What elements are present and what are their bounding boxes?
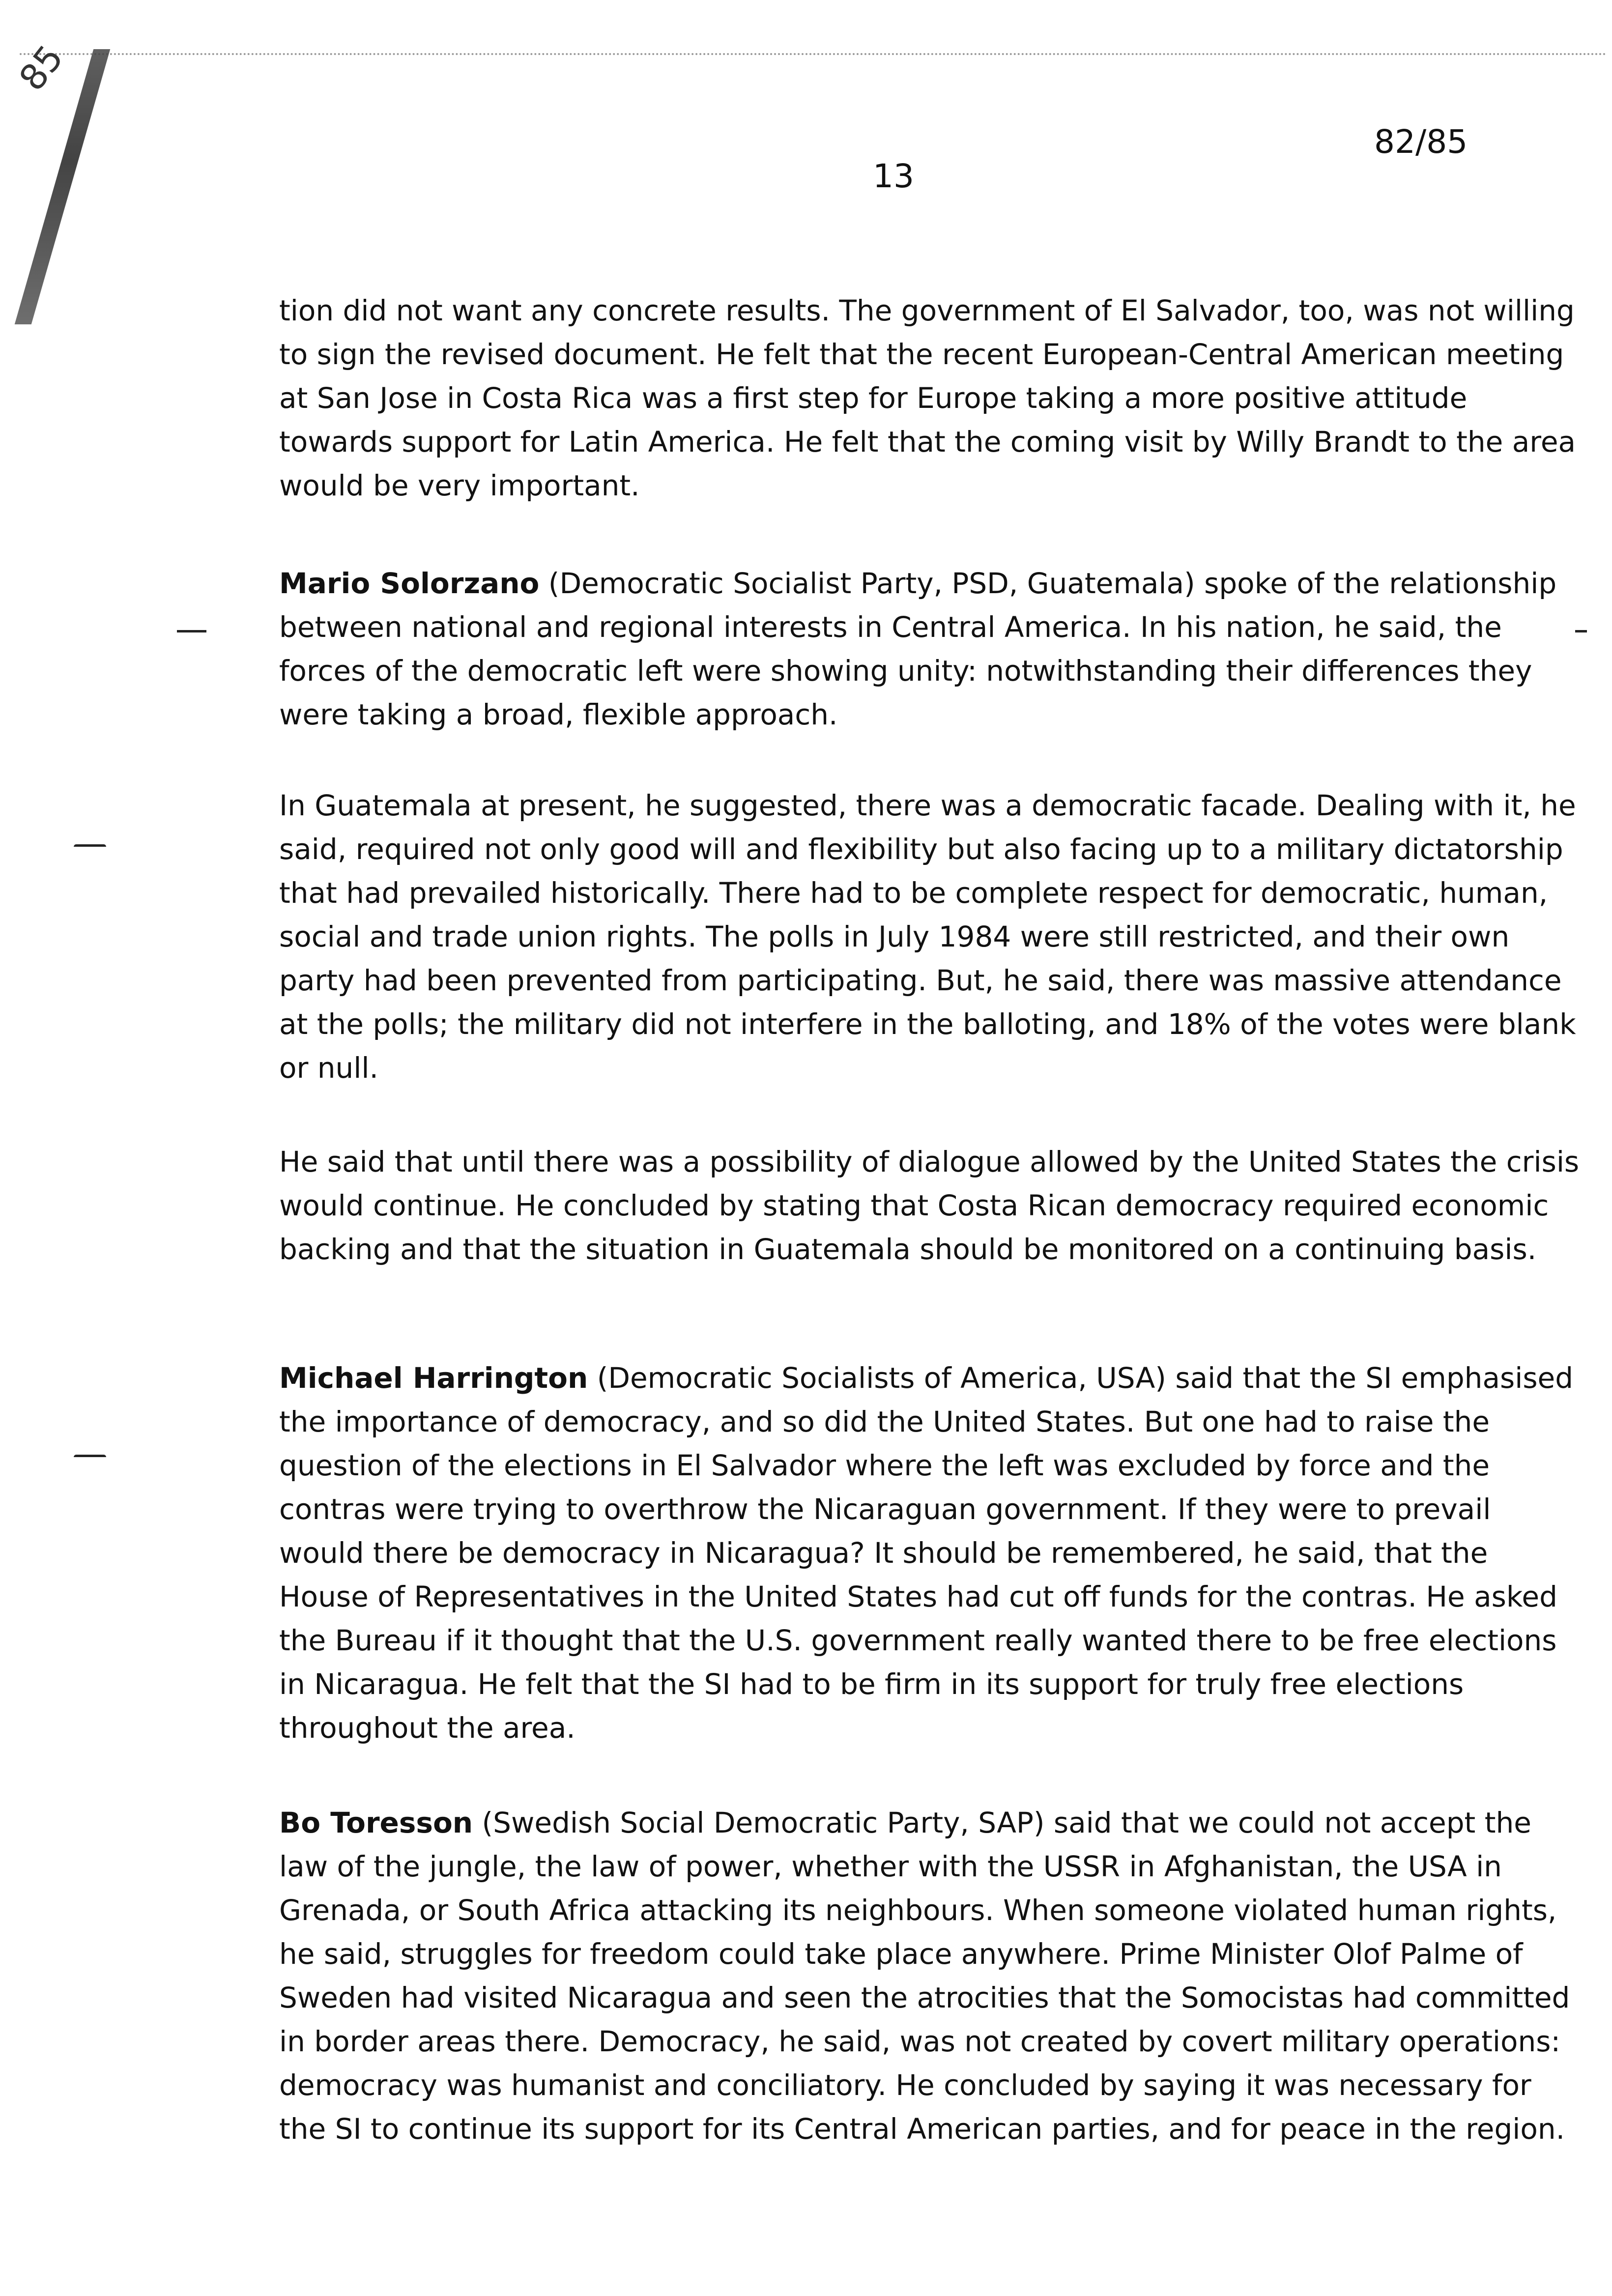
paragraph-text: (Democratic Socialists of America, USA) said that the SI emphasised the importance of democracy, and so did the United States. But one had to raise the question of the elections in El Salvador where the left was excluded by force and the contras were trying to overthrow the Nicaraguan government. If they were to prevail would there be democracy in Nicaragua? It should be remembered, he said, that the House of Representatives in the United States had cut off funds for the contras. He asked the Bureau if it thought that the U.S. government really wanted there to be free elections in Nicaragua. He felt that the SI had to be firm in its support for truly free elections throughout the area. <box>279 1361 1574 1745</box>
top-edge-rule <box>20 53 1607 55</box>
paragraph-toresson <box>279 1801 1582 2151</box>
page-number: 13 <box>873 157 914 195</box>
paragraph-dialogue <box>279 1140 1582 1271</box>
paragraph-continuation <box>279 289 1582 508</box>
speaker-name: Mario Solorzano <box>279 567 540 600</box>
paragraph-text: (Democratic Socialist Party, PSD, Guatemala) spoke of the relationship between national and regional interests in Central America. In his nation, he said, the forces of the democratic left were showing unity: notwithstanding their differences they were taking a broad, flexible approach. <box>279 567 1557 731</box>
speaker-name: Bo Toresson <box>279 1806 473 1839</box>
speaker-name: Michael Harrington <box>279 1361 588 1395</box>
paragraph-text: He said that until there was a possibility of dialogue allowed by the United States the crisis would continue. He concluded by stating that Costa Rican democracy required economic backing and that the situation in Guatemala should be monitored on a continuing basis. <box>279 1145 1580 1266</box>
margin-mark <box>74 1455 106 1457</box>
binding-stroke <box>15 49 111 324</box>
corner-mark: 85 <box>11 37 72 98</box>
paragraph-harrington <box>279 1356 1582 1750</box>
document-reference: 82/85 <box>1374 123 1468 161</box>
paragraph-guatemala <box>279 784 1582 1090</box>
paragraph-text: In Guatemala at present, he suggested, there was a democratic facade. Dealing with it, he said, required not only good will and flexibility but also facing up to a military dictatorship that had prevailed historically. There had to be complete respect for democratic, human, social and trade union rights. The polls in July 1984 were still restricted, and their own party had been prevented from participating. But, he said, there was massive attendance at the polls; the military did not interfere in the balloting, and 18% of the votes were blank or null. <box>279 789 1576 1085</box>
margin-mark <box>74 844 106 847</box>
paragraph-text: tion did not want any concrete results. The government of El Salvador, too, was not willing to sign the revised document. He felt that the recent European-Central American meeting at San Jose in Costa Rica was a first step for Europe taking a more positive attitude towards support for Latin America. He felt that the coming visit by Willy Brandt to the area would be very important. <box>279 294 1576 502</box>
margin-mark <box>177 630 206 632</box>
paragraph-solorzano <box>279 562 1582 737</box>
paragraph-text: (Swedish Social Democratic Party, SAP) said that we could not accept the law of the jungle, the law of power, whether with the USSR in Afghanistan, the USA in Grenada, or South Africa attacking its neighbours. When someone violated human rights, he said, struggles for freedom could take place anywhere. Prime Minister Olof Palme of Sweden had visited Nicaragua and seen the atrocities that the Somocistas had committed in border areas there. Democracy, he said, was not created by covert military operations: democracy was humanist and conciliatory. He concluded by saying it was necessary for the SI to continue its support for its Central American parties, and for peace in the region. <box>279 1806 1570 2146</box>
